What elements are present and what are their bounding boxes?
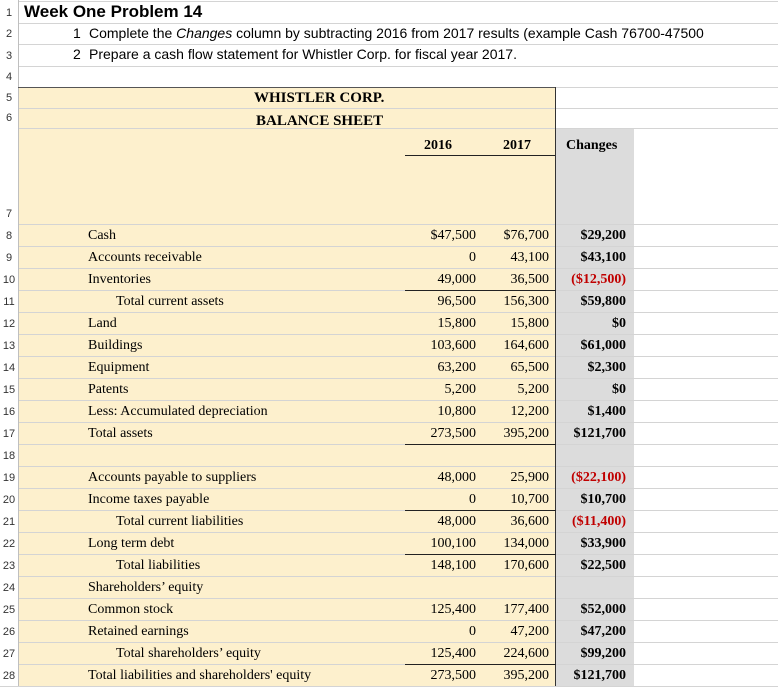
value-2017-cell[interactable]: 5,200 <box>517 382 549 397</box>
line-item-label[interactable]: Retained earnings <box>88 624 189 639</box>
line-item-label[interactable]: Accounts receivable <box>88 250 202 265</box>
line-item-label[interactable]: Cash <box>88 228 116 243</box>
line-item-label[interactable]: Buildings <box>88 338 143 353</box>
value-2016-cell[interactable]: 148,100 <box>430 558 476 573</box>
line-item-label[interactable]: Total shareholders’ equity <box>116 646 261 661</box>
header-2016[interactable]: 2016 <box>424 138 452 153</box>
row-number[interactable]: 15 <box>2 384 16 396</box>
row-number[interactable]: 4 <box>5 71 13 83</box>
change-cell[interactable]: $43,100 <box>580 250 626 265</box>
change-cell[interactable]: ($22,100) <box>571 470 626 485</box>
value-2017-cell[interactable]: 43,100 <box>510 250 549 265</box>
subtotal-underline <box>480 290 556 291</box>
value-2016-cell[interactable]: 125,400 <box>430 602 476 617</box>
line-item-label[interactable]: Patents <box>88 382 129 397</box>
row-number[interactable]: 10 <box>2 274 16 286</box>
line-item-label[interactable]: Long term debt <box>88 536 175 551</box>
row-number[interactable]: 8 <box>5 230 13 242</box>
sheet-title-cell[interactable]: Week One Problem 14 <box>24 2 203 21</box>
value-2017-cell[interactable]: 134,000 <box>503 536 549 551</box>
row-gridline <box>0 66 778 67</box>
row-gridline <box>0 664 778 665</box>
value-2016-cell[interactable]: 273,500 <box>430 668 476 683</box>
change-cell[interactable]: $121,700 <box>573 668 626 683</box>
line-item-label[interactable]: Land <box>88 316 117 331</box>
value-2016-cell[interactable]: 49,000 <box>437 272 476 287</box>
row-gridline <box>0 642 778 643</box>
row-number[interactable]: 7 <box>5 208 13 220</box>
row-number[interactable]: 5 <box>5 92 13 104</box>
change-cell[interactable]: $99,200 <box>580 646 626 661</box>
line-item-label[interactable]: Total current liabilities <box>116 514 244 529</box>
value-2017-cell[interactable]: 395,200 <box>503 668 549 683</box>
change-cell[interactable]: $0 <box>612 382 626 397</box>
row-gridline <box>0 444 778 445</box>
change-cell[interactable]: $61,000 <box>580 338 626 353</box>
row-gridline <box>0 290 778 291</box>
row-number[interactable]: 28 <box>2 670 16 682</box>
change-cell[interactable]: $2,300 <box>587 360 626 375</box>
row-number[interactable]: 12 <box>2 318 16 330</box>
subtotal-underline <box>405 290 480 291</box>
value-2016-cell[interactable]: 48,000 <box>437 470 476 485</box>
value-2017-cell[interactable]: 177,400 <box>503 602 549 617</box>
row-number[interactable]: 13 <box>2 340 16 352</box>
value-2016-cell[interactable]: 48,000 <box>437 514 476 529</box>
change-cell[interactable]: $121,700 <box>573 426 626 441</box>
row-gridline <box>0 378 778 379</box>
change-cell[interactable]: $1,400 <box>587 404 626 419</box>
row-gridline <box>0 128 778 129</box>
value-2016-cell[interactable]: 0 <box>469 624 476 639</box>
value-2016-cell[interactable]: 10,800 <box>437 404 476 419</box>
value-2016-cell[interactable]: 125,400 <box>430 646 476 661</box>
line-item-label[interactable]: Common stock <box>88 602 174 617</box>
row-gridline <box>0 246 778 247</box>
change-cell[interactable]: $22,500 <box>580 558 626 573</box>
change-cell[interactable]: $29,200 <box>580 228 626 243</box>
balance-sheet-heading[interactable]: BALANCE SHEET <box>256 113 384 129</box>
row-gridline <box>0 598 778 599</box>
instruction-2-text[interactable]: Prepare a cash flow statement for Whistler Corp. for fiscal year 2017. <box>89 46 517 62</box>
value-2017-cell[interactable]: 25,900 <box>510 470 549 485</box>
row-number[interactable]: 20 <box>2 494 16 506</box>
subtotal-underline <box>480 444 556 445</box>
line-item-label[interactable]: Income taxes payable <box>88 492 210 507</box>
change-cell[interactable]: $10,700 <box>580 492 626 507</box>
header-2017[interactable]: 2017 <box>503 138 531 153</box>
change-cell[interactable]: ($12,500) <box>571 272 626 287</box>
value-2017-cell[interactable]: 395,200 <box>503 426 549 441</box>
row-number[interactable]: 14 <box>2 362 16 374</box>
row-number[interactable]: 1 <box>5 7 13 19</box>
line-item-label[interactable]: Accounts payable to suppliers <box>88 470 257 485</box>
value-2016-cell[interactable]: $47,500 <box>430 228 476 243</box>
subtotal-underline <box>405 444 480 445</box>
line-item-label[interactable]: Equipment <box>88 360 150 375</box>
instruction-1-text[interactable]: Complete the Changes column by subtracting 2016 from 2017 results (example Cash 76700-47500 <box>89 25 704 41</box>
line-item-label[interactable]: Total assets <box>88 426 153 441</box>
row-number[interactable]: 18 <box>2 450 16 462</box>
change-cell[interactable]: $52,000 <box>580 602 626 617</box>
header-changes[interactable]: Changes <box>566 138 618 153</box>
row-number[interactable]: 27 <box>2 648 16 660</box>
company-name[interactable]: WHISTLER CORP. <box>254 90 385 106</box>
value-2017-cell[interactable]: $76,700 <box>503 228 549 243</box>
value-2016-cell[interactable]: 0 <box>469 492 476 507</box>
row-gridline <box>0 576 778 577</box>
value-2016-cell[interactable]: 63,200 <box>437 360 476 375</box>
subtotal-underline <box>405 664 480 665</box>
change-cell[interactable]: $47,200 <box>580 624 626 639</box>
instruction-2-number: 2 <box>73 46 81 62</box>
row-gridline <box>0 422 778 423</box>
subtotal-underline <box>405 554 480 555</box>
value-2017-cell[interactable]: 164,600 <box>503 338 549 353</box>
value-2017-cell[interactable]: 36,500 <box>510 272 549 287</box>
subtotal-underline <box>480 510 556 511</box>
subtotal-underline <box>480 664 556 665</box>
change-cell[interactable]: $33,900 <box>580 536 626 551</box>
line-item-label[interactable]: Shareholders’ equity <box>88 580 204 595</box>
row-gridline <box>0 268 778 269</box>
change-cell[interactable]: $59,800 <box>580 294 626 309</box>
row-gridline <box>0 620 778 621</box>
header-underline <box>405 155 556 156</box>
subtotal-underline <box>405 510 480 511</box>
row-number[interactable]: 11 <box>3 296 15 308</box>
row-gridline <box>0 400 778 401</box>
instruction-1-number: 1 <box>73 25 81 41</box>
line-item-label[interactable]: Inventories <box>88 272 151 287</box>
row-number[interactable]: 16 <box>2 406 16 418</box>
value-2017-cell[interactable]: 65,500 <box>510 360 549 375</box>
value-2016-cell[interactable]: 96,500 <box>437 294 476 309</box>
row-gridline <box>0 466 778 467</box>
row-gridline <box>0 224 778 225</box>
row-gridline <box>0 356 778 357</box>
row-gridline <box>0 312 778 313</box>
value-2016-cell[interactable]: 15,800 <box>437 316 476 331</box>
row-number[interactable]: 6 <box>5 112 13 124</box>
value-2017-cell[interactable]: 47,200 <box>510 624 549 639</box>
value-2017-cell[interactable]: 36,600 <box>510 514 549 529</box>
row-number[interactable]: 3 <box>5 50 13 62</box>
row-number[interactable]: 24 <box>2 582 16 594</box>
line-item-label[interactable]: Total liabilities and shareholders' equity <box>88 668 312 683</box>
sheet-top-border <box>18 87 556 88</box>
value-2017-cell[interactable]: 10,700 <box>510 492 549 507</box>
row-number[interactable]: 21 <box>2 516 16 528</box>
row-number[interactable]: 26 <box>2 626 16 638</box>
row-number[interactable]: 2 <box>5 28 13 40</box>
value-2016-cell[interactable]: 273,500 <box>430 426 476 441</box>
subtotal-underline <box>480 554 556 555</box>
value-2017-cell[interactable]: 156,300 <box>503 294 549 309</box>
row-number[interactable]: 17 <box>2 428 16 440</box>
row-number[interactable]: 9 <box>5 252 13 264</box>
value-2017-cell[interactable]: 12,200 <box>510 404 549 419</box>
row-gridline <box>0 334 778 335</box>
row-gridline <box>0 554 778 555</box>
value-2017-cell[interactable]: 170,600 <box>503 558 549 573</box>
change-cell[interactable]: ($11,400) <box>571 514 626 529</box>
value-2017-cell[interactable]: 15,800 <box>510 316 549 331</box>
row-number[interactable]: 19 <box>2 472 16 484</box>
row-gridline <box>0 510 778 511</box>
value-2016-cell[interactable]: 100,100 <box>430 536 476 551</box>
row-gridline <box>0 488 778 489</box>
line-item-label[interactable]: Total liabilities <box>116 558 201 573</box>
value-2016-cell[interactable]: 0 <box>469 250 476 265</box>
change-cell[interactable]: $0 <box>612 316 626 331</box>
line-item-label[interactable]: Total current assets <box>116 294 224 309</box>
row-number[interactable]: 23 <box>2 560 16 572</box>
value-2017-cell[interactable]: 224,600 <box>503 646 549 661</box>
row-number[interactable]: 22 <box>2 538 16 550</box>
row-gridline <box>0 108 778 109</box>
value-2016-cell[interactable]: 103,600 <box>430 338 476 353</box>
row-gridline <box>0 532 778 533</box>
value-2016-cell[interactable]: 5,200 <box>444 382 476 397</box>
line-item-label[interactable]: Less: Accumulated depreciation <box>88 404 268 419</box>
row-number[interactable]: 25 <box>2 604 16 616</box>
